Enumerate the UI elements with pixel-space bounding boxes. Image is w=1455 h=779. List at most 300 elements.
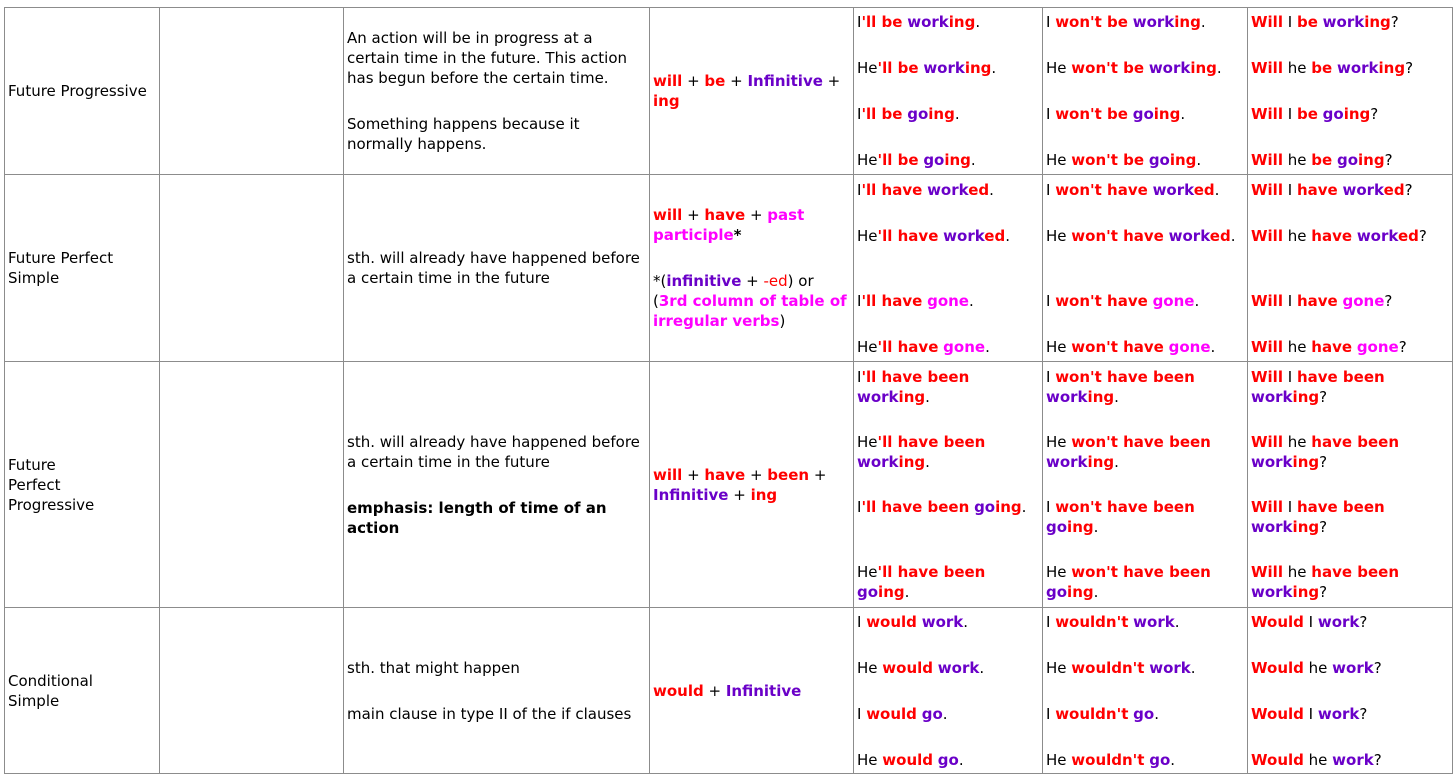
text-segment: 'll have been: [861, 368, 970, 386]
text-segment: He: [1046, 226, 1072, 245]
text-segment: ?: [1398, 337, 1407, 356]
text-segment: .: [1214, 180, 1220, 199]
text-segment: .: [989, 180, 994, 199]
row-future-progressive: [5, 8, 1453, 175]
text-segment: won't be: [1055, 13, 1128, 31]
text-segment: go: [1132, 105, 1154, 123]
example-sentence: [857, 750, 1039, 770]
text-segment: I: [1046, 498, 1056, 516]
text-segment: Will: [1251, 563, 1283, 581]
text-segment: Infinitive: [747, 72, 823, 90]
text-segment: won't be: [1071, 59, 1145, 77]
form-cell: [650, 175, 854, 362]
text-segment: +: [745, 206, 768, 224]
text-segment: Will: [1251, 151, 1283, 169]
text-segment: ing: [878, 583, 905, 601]
text-segment: He: [1046, 433, 1072, 451]
text-segment: +: [682, 206, 705, 224]
text-segment: I: [857, 704, 867, 723]
text-segment: He: [1046, 563, 1072, 581]
text-segment: ing: [1343, 105, 1371, 123]
example-sentence: [857, 150, 1039, 170]
text-segment: .: [1194, 291, 1200, 310]
text-segment: gone: [1152, 291, 1195, 310]
tense-name-cell: [5, 175, 160, 362]
text-segment: ed: [1397, 226, 1419, 245]
text-segment: .: [1174, 612, 1180, 631]
text-segment: I: [1046, 291, 1056, 310]
text-segment: .: [968, 291, 974, 310]
text-segment: past participle: [653, 206, 805, 244]
form-footnote: [653, 271, 850, 331]
text-segment: have been: [1296, 368, 1385, 386]
usage-text: sth. will already have happened before a certain time in the future: [347, 249, 640, 287]
empty-cell: [160, 8, 344, 175]
question-cell: [1248, 608, 1453, 774]
text-segment: .: [1154, 704, 1159, 723]
text-segment: He: [857, 226, 878, 245]
text-segment: work: [1046, 388, 1088, 406]
text-segment: won't have been: [1071, 563, 1211, 581]
text-segment: 'll have: [861, 180, 923, 199]
text-segment: wouldn't: [1071, 750, 1145, 769]
text-segment: 'll be: [877, 151, 919, 169]
text-segment: work: [927, 180, 969, 199]
text-segment: ?: [1319, 583, 1328, 601]
text-segment: have: [1311, 337, 1353, 356]
form-formula: [653, 71, 850, 111]
text-segment: .: [958, 750, 964, 769]
text-segment: be: [704, 72, 726, 90]
text-segment: 'll have been: [877, 563, 986, 581]
text-segment: Would: [1251, 704, 1304, 723]
text-segment: work: [1152, 180, 1194, 199]
text-segment: work: [1332, 658, 1374, 677]
example-sentence: [857, 291, 1039, 337]
tense-name: Future Perfect Simple: [8, 249, 114, 287]
text-segment: ed: [1383, 180, 1405, 199]
text-segment: Would: [1251, 612, 1304, 631]
text-segment: been: [767, 465, 810, 484]
text-segment: He: [1046, 750, 1072, 769]
text-segment: ing: [1292, 453, 1320, 471]
text-segment: go: [907, 105, 929, 123]
row-conditional-simple: [5, 608, 1453, 774]
example-sentence: [1046, 704, 1244, 750]
text-segment: ing: [1292, 518, 1320, 536]
text-segment: ?: [1404, 180, 1413, 199]
text-segment: 'll have: [861, 291, 923, 310]
text-segment: Will: [1251, 498, 1283, 516]
text-segment: gone: [1356, 337, 1399, 356]
text-segment: *(: [653, 272, 667, 290]
text-segment: .: [970, 151, 976, 169]
text-segment: I: [1303, 704, 1318, 723]
text-segment: go: [937, 750, 959, 769]
text-segment: .: [1021, 498, 1027, 516]
text-segment: work: [1251, 583, 1293, 601]
text-segment: .: [1093, 583, 1099, 601]
text-segment: won't have: [1071, 226, 1164, 245]
text-segment: Infinitive: [653, 485, 729, 504]
text-segment: ?: [1373, 658, 1382, 677]
text-segment: work: [1251, 453, 1293, 471]
text-segment: ing: [1153, 105, 1181, 123]
text-segment: +: [822, 72, 841, 90]
tense-name-cell: [5, 362, 160, 608]
usage-cell: [344, 175, 650, 362]
text-segment: ing: [1087, 453, 1115, 471]
example-sentence: [857, 226, 1039, 291]
tense-name: Future Perfect Progressive: [8, 455, 95, 514]
usage-text: An action will be in progress at a certain time in the future. This action has begun before the certain time.: [347, 29, 628, 87]
example-sentence: [1046, 432, 1244, 497]
text-segment: .: [1216, 59, 1222, 77]
text-segment: .: [1114, 388, 1119, 406]
negative-cell: [1043, 362, 1248, 608]
text-segment: I: [857, 180, 862, 199]
text-segment: go: [1149, 750, 1171, 769]
example-sentence: [1251, 367, 1449, 432]
text-segment: .: [1180, 105, 1186, 123]
text-segment: gone: [1168, 337, 1211, 356]
text-segment: 'll be: [877, 59, 919, 77]
example-sentence: [1251, 226, 1449, 291]
text-segment: He: [857, 151, 878, 169]
example-sentence: [1046, 497, 1244, 562]
text-segment: .: [1200, 13, 1206, 31]
text-segment: .: [991, 59, 997, 77]
tense-name-cell: [5, 8, 160, 175]
text-segment: wouldn't: [1055, 704, 1129, 723]
text-segment: ed: [1193, 180, 1215, 199]
example-sentence: [1251, 150, 1449, 170]
empty-cell: [160, 362, 344, 608]
text-segment: +: [682, 72, 705, 90]
text-segment: Would: [1251, 658, 1304, 677]
affirmative-cell: [854, 175, 1043, 362]
text-segment: ing: [1292, 388, 1320, 406]
affirmative-cell: [854, 608, 1043, 774]
text-segment: .: [954, 105, 960, 123]
text-segment: won't be: [1055, 105, 1128, 123]
example-sentence: [1046, 180, 1244, 226]
text-segment: Will: [1251, 291, 1283, 310]
example-sentence: [1251, 291, 1449, 337]
question-cell: [1248, 8, 1453, 175]
text-segment: .: [985, 337, 990, 356]
text-segment: have been: [1311, 433, 1400, 451]
text-segment: wouldn't: [1055, 612, 1129, 631]
usage-emphasis: emphasis: length of time of an action: [347, 498, 607, 537]
text-segment: would: [866, 612, 917, 631]
text-segment: ?: [1405, 59, 1414, 77]
text-segment: gone: [1342, 291, 1385, 310]
negative-cell: [1043, 175, 1248, 362]
text-segment: I: [1282, 498, 1297, 516]
example-sentence: [857, 562, 1039, 602]
text-segment: .: [975, 13, 981, 31]
text-segment: have: [1311, 226, 1353, 245]
text-segment: I: [1046, 180, 1056, 199]
form-formula: [653, 465, 850, 505]
example-sentence: [1251, 497, 1449, 562]
tense-name-cell: [5, 608, 160, 774]
example-sentence: [857, 497, 1039, 562]
text-segment: work: [857, 453, 899, 471]
text-segment: He: [857, 563, 878, 581]
text-segment: ing: [948, 13, 976, 31]
text-segment: he: [1282, 59, 1312, 77]
text-segment: .: [1196, 151, 1202, 169]
text-segment: he: [1282, 563, 1312, 581]
text-segment: I: [1046, 105, 1056, 123]
text-segment: work: [1148, 59, 1191, 77]
text-segment: ) or (: [653, 272, 814, 310]
text-segment: work: [1168, 226, 1210, 245]
example-sentence: [1046, 612, 1244, 658]
text-segment: work: [937, 658, 980, 677]
text-segment: +: [703, 681, 726, 700]
text-segment: ing: [1087, 388, 1115, 406]
empty-cell: [160, 175, 344, 362]
text-segment: He: [857, 59, 878, 77]
text-segment: ing: [995, 498, 1022, 516]
text-segment: ?: [1359, 612, 1368, 631]
text-segment: go: [1148, 151, 1170, 169]
example-sentence: [1251, 104, 1449, 150]
text-segment: have been: [1311, 563, 1400, 581]
text-segment: He: [1046, 59, 1072, 77]
text-segment: ?: [1390, 13, 1399, 31]
text-segment: .: [1005, 226, 1010, 245]
text-segment: Infinitive: [725, 681, 802, 700]
text-segment: .: [979, 658, 985, 677]
text-segment: ing: [1169, 151, 1197, 169]
text-segment: Will: [1251, 13, 1283, 31]
form-cell: [650, 608, 854, 774]
usage-cell: [344, 8, 650, 175]
text-segment: 'll be: [861, 13, 903, 31]
text-segment: .: [1093, 518, 1099, 536]
example-sentence: [1046, 750, 1244, 770]
text-segment: I: [1282, 291, 1297, 310]
text-segment: He: [857, 433, 878, 451]
example-sentence: [857, 367, 1039, 432]
example-sentence: [857, 12, 1039, 58]
text-segment: I: [1046, 612, 1056, 631]
text-segment: would: [866, 704, 917, 723]
text-segment: Will: [1251, 433, 1283, 451]
text-segment: work: [1356, 226, 1398, 245]
text-segment: .: [904, 583, 910, 601]
text-segment: .: [1190, 658, 1196, 677]
text-segment: .: [925, 453, 930, 471]
text-segment: ing: [1358, 151, 1385, 169]
text-segment: ing: [653, 92, 680, 110]
text-segment: .: [925, 388, 930, 406]
empty-cell: [160, 608, 344, 774]
negative-cell: [1043, 8, 1248, 175]
text-segment: He: [1046, 337, 1072, 356]
text-segment: 'll have: [877, 226, 939, 245]
text-segment: Will: [1251, 59, 1283, 77]
form-cell: [650, 8, 854, 175]
text-segment: will: [653, 206, 683, 224]
text-segment: ?: [1319, 518, 1328, 536]
text-segment: have been: [1296, 498, 1385, 516]
text-segment: I: [857, 291, 862, 310]
text-segment: +: [741, 272, 764, 290]
example-sentence: [1251, 12, 1449, 58]
text-segment: ?: [1319, 388, 1328, 406]
text-segment: would: [882, 658, 934, 677]
text-segment: I: [857, 498, 862, 516]
example-sentence: [1251, 337, 1449, 357]
text-segment: I: [1282, 13, 1297, 31]
text-segment: .: [1114, 453, 1119, 471]
text-segment: would: [882, 750, 934, 769]
example-sentence: [1251, 562, 1449, 602]
text-segment: I: [1046, 704, 1056, 723]
negative-cell: [1043, 608, 1248, 774]
usage-text: main clause in type II of the if clauses: [347, 704, 632, 723]
text-segment: ?: [1384, 291, 1393, 310]
form-formula: [653, 681, 850, 701]
text-segment: +: [682, 465, 705, 484]
text-segment: 'll have been: [861, 498, 970, 516]
text-segment: be: [1296, 13, 1318, 31]
affirmative-cell: [854, 362, 1043, 608]
text-segment: infinitive: [666, 272, 742, 290]
example-sentence: [1251, 658, 1449, 704]
example-sentence: [857, 58, 1039, 104]
text-segment: gone: [943, 337, 986, 356]
example-sentence: [1046, 12, 1244, 58]
text-segment: won't have been: [1055, 368, 1195, 386]
text-segment: ?: [1319, 453, 1328, 471]
text-segment: work: [1336, 59, 1379, 77]
text-segment: ing: [898, 453, 926, 471]
text-segment: ing: [898, 388, 926, 406]
text-segment: work: [1322, 13, 1365, 31]
text-segment: ing: [750, 485, 778, 504]
text-segment: have: [704, 465, 746, 484]
text-segment: go: [921, 704, 943, 723]
text-segment: ed: [1209, 226, 1231, 245]
text-segment: *: [733, 226, 742, 244]
example-sentence: [1251, 750, 1449, 770]
text-segment: 3rd column of table of irregular verbs: [653, 292, 847, 330]
text-segment: won't have: [1071, 337, 1164, 356]
text-segment: go: [923, 151, 945, 169]
text-segment: ing: [1364, 13, 1391, 31]
example-sentence: [1046, 337, 1244, 357]
text-segment: won't have been: [1071, 433, 1211, 451]
text-segment: ed: [968, 180, 990, 199]
text-segment: work: [1317, 612, 1360, 631]
question-cell: [1248, 362, 1453, 608]
text-segment: Will: [1251, 105, 1283, 123]
text-segment: 'll have: [877, 337, 939, 356]
text-segment: .: [1170, 750, 1176, 769]
usage-text: Something happens because it normally happens.: [347, 115, 580, 153]
example-sentence: [1251, 704, 1449, 750]
usage-text: sth. that might happen: [347, 658, 520, 677]
text-segment: ?: [1384, 151, 1393, 169]
text-segment: -ed: [763, 272, 788, 290]
text-segment: he: [1282, 226, 1312, 245]
example-sentence: [1046, 150, 1244, 170]
text-segment: go: [1046, 583, 1068, 601]
text-segment: ing: [944, 151, 971, 169]
text-segment: he: [1282, 433, 1312, 451]
example-sentence: [1251, 432, 1449, 497]
text-segment: go: [1322, 105, 1344, 123]
affirmative-cell: [854, 8, 1043, 175]
text-segment: .: [1230, 226, 1236, 245]
example-sentence: [1046, 291, 1244, 337]
text-segment: I: [1282, 368, 1297, 386]
text-segment: work: [1046, 453, 1088, 471]
text-segment: will: [653, 465, 683, 484]
text-segment: +: [728, 485, 751, 504]
text-segment: work: [1342, 180, 1384, 199]
text-segment: I: [1046, 13, 1056, 31]
text-segment: go: [1046, 518, 1068, 536]
text-segment: work: [921, 612, 964, 631]
tense-name: Conditional Simple: [8, 671, 93, 710]
text-segment: Would: [1251, 750, 1304, 769]
text-segment: ing: [1190, 59, 1217, 77]
text-segment: work: [1149, 658, 1191, 677]
text-segment: be: [1311, 59, 1333, 77]
text-segment: go: [857, 583, 879, 601]
text-segment: would: [653, 681, 704, 700]
text-segment: .: [1210, 337, 1216, 356]
text-segment: have: [1296, 291, 1338, 310]
text-segment: work: [923, 59, 965, 77]
text-segment: Will: [1251, 368, 1283, 386]
example-sentence: [857, 612, 1039, 658]
tense-table: [4, 7, 1453, 774]
text-segment: won't have been: [1055, 498, 1195, 516]
text-segment: ing: [1067, 518, 1094, 536]
text-segment: .: [942, 704, 948, 723]
example-sentence: [857, 704, 1039, 750]
example-sentence: [1046, 367, 1244, 432]
text-segment: won't have: [1055, 291, 1148, 310]
text-segment: ing: [964, 59, 992, 77]
text-segment: work: [1251, 518, 1293, 536]
text-segment: go: [974, 498, 996, 516]
text-segment: I: [1282, 105, 1297, 123]
text-segment: +: [809, 465, 827, 484]
text-segment: work: [1132, 13, 1175, 31]
example-sentence: [857, 432, 1039, 497]
text-segment: work: [943, 226, 985, 245]
text-segment: be: [1296, 105, 1318, 123]
text-segment: work: [907, 13, 949, 31]
text-segment: He: [857, 337, 878, 356]
text-segment: 'll have been: [877, 433, 986, 451]
text-segment: won't have: [1055, 180, 1148, 199]
text-segment: I: [857, 105, 862, 123]
form-formula: [653, 205, 850, 245]
example-sentence: [1251, 58, 1449, 104]
usage-cell: [344, 362, 650, 608]
example-sentence: [1046, 658, 1244, 704]
